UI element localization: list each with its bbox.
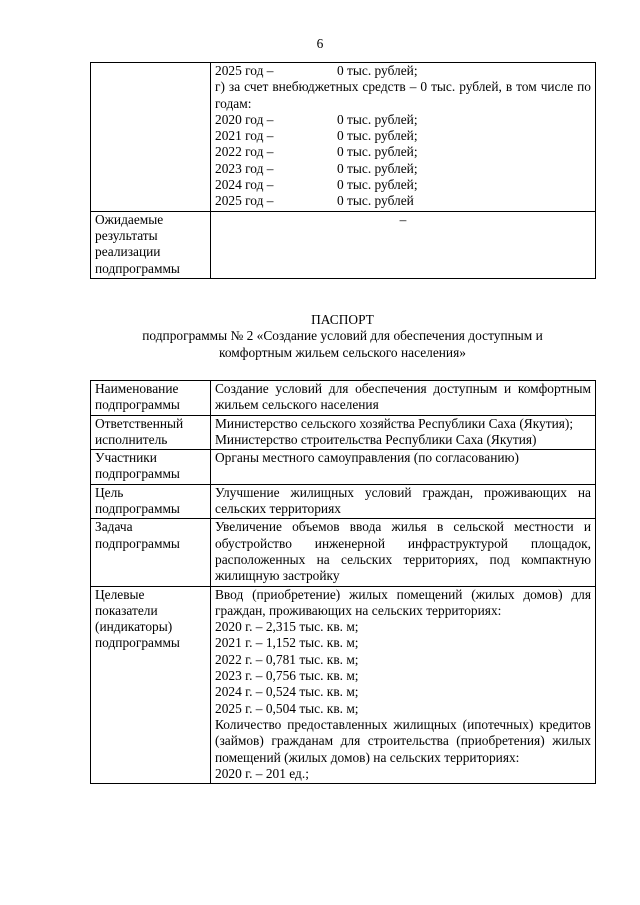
funding-row <box>91 63 596 212</box>
funding-year: 2025 год – <box>215 193 274 209</box>
indicators-intro: Ввод (приобретение) жилых помещений (жилых домов) для граждан, проживающих на сельских территориях: <box>215 586 591 618</box>
passport-row-indicators <box>91 586 596 784</box>
indicator-line: 2020 г. – 2,315 тыс. кв. м; <box>215 619 359 635</box>
page-number: 6 <box>316 36 324 51</box>
indicator-line: 2022 г. – 0,781 тыс. кв. м; <box>215 651 359 667</box>
passport-row-goal <box>91 484 596 519</box>
task-value: Увеличение объемов ввода жилья в сельской местности и обустройство инженерной инфраструктурой площадок, расположенных на сельских территориях, под компактную жилищную застройку <box>211 519 596 586</box>
passport-row-name <box>91 381 596 416</box>
funding-label-cell <box>91 63 211 212</box>
executor-value <box>211 415 596 450</box>
task-label: Задача подпрограммы <box>91 519 211 586</box>
passport-table <box>90 380 596 784</box>
funding-line <box>215 63 591 79</box>
goal-label: Цель подпрограммы <box>91 484 211 519</box>
expected-results-label: Ожидаемые результаты реализации подпрограммы <box>91 211 211 278</box>
executor-value-1: Министерство сельского хозяйства Республики Саха (Якутия); <box>215 415 574 431</box>
funding-amount: 0 тыс. рублей <box>337 193 414 209</box>
expected-results-value: – <box>211 211 596 278</box>
indicators-label: Целевые показатели (индикаторы) подпрограммы <box>91 586 211 784</box>
extra-budget-text: г) за счет внебюджетных средств – 0 тыс. рублей, в том числе по годам: <box>215 79 591 111</box>
funding-value-cell <box>211 63 596 212</box>
indicator-line: 2021 г. – 1,152 тыс. кв. м; <box>215 635 359 651</box>
funding-amount: 0 тыс. рублей; <box>337 111 418 127</box>
indicators-value <box>211 586 596 784</box>
credits-text: Количество предоставленных жилищных (ипотечных) кредитов (займов) гражданам для строительства (приобретения) жилых помещений (жилых домов) на сельских территориях: <box>215 716 591 765</box>
passport-heading <box>90 312 595 361</box>
funding-year: 2020 год – <box>215 111 274 127</box>
indicator-line: 2025 г. – 0,504 тыс. кв. м; <box>215 700 359 716</box>
funding-amount: 0 тыс. рублей; <box>337 177 418 193</box>
participants-value: Органы местного самоуправления (по согласованию) <box>211 450 596 485</box>
funding-line <box>215 161 591 177</box>
indicator-line: 2024 г. – 0,524 тыс. кв. м; <box>215 684 359 700</box>
funding-line <box>215 144 591 160</box>
passport-row-participants <box>91 450 596 485</box>
executor-value-2: Министерство строительства Республики Саха (Якутия) <box>215 431 537 447</box>
credits-line: 2020 г. – 201 ед.; <box>215 765 309 781</box>
goal-value: Улучшение жилищных условий граждан, проживающих на сельских территориях <box>211 484 596 519</box>
participants-label: Участники подпрограммы <box>91 450 211 485</box>
indicator-line: 2023 г. – 0,756 тыс. кв. м; <box>215 668 359 684</box>
passport-row-task <box>91 519 596 586</box>
funding-year: 2022 год – <box>215 144 274 160</box>
funding-amount: 0 тыс. рублей; <box>337 63 418 78</box>
funding-amount: 0 тыс. рублей; <box>337 128 418 144</box>
funding-amount: 0 тыс. рублей; <box>337 160 418 176</box>
passport-title: ПАСПОРТ <box>311 312 374 327</box>
executor-label: Ответственный исполнитель <box>91 415 211 450</box>
funding-year: 2025 год – <box>215 63 274 78</box>
funding-line <box>215 193 591 209</box>
name-value: Создание условий для обеспечения доступным и комфортным жильем сельского населения <box>211 381 596 416</box>
funding-table <box>90 62 596 279</box>
funding-line <box>215 177 591 193</box>
expected-results-row <box>91 211 596 278</box>
funding-year: 2021 год – <box>215 128 274 144</box>
passport-subtitle: подпрограммы № 2 «Создание условий для обеспечения доступным и комфортным жильем сельского населения» <box>142 328 543 360</box>
funding-year: 2023 год – <box>215 160 274 176</box>
funding-year: 2024 год – <box>215 177 274 193</box>
funding-line <box>215 112 591 128</box>
funding-line <box>215 128 591 144</box>
passport-row-executor <box>91 415 596 450</box>
funding-amount: 0 тыс. рублей; <box>337 144 418 160</box>
name-label: Наименование подпрограммы <box>91 381 211 416</box>
